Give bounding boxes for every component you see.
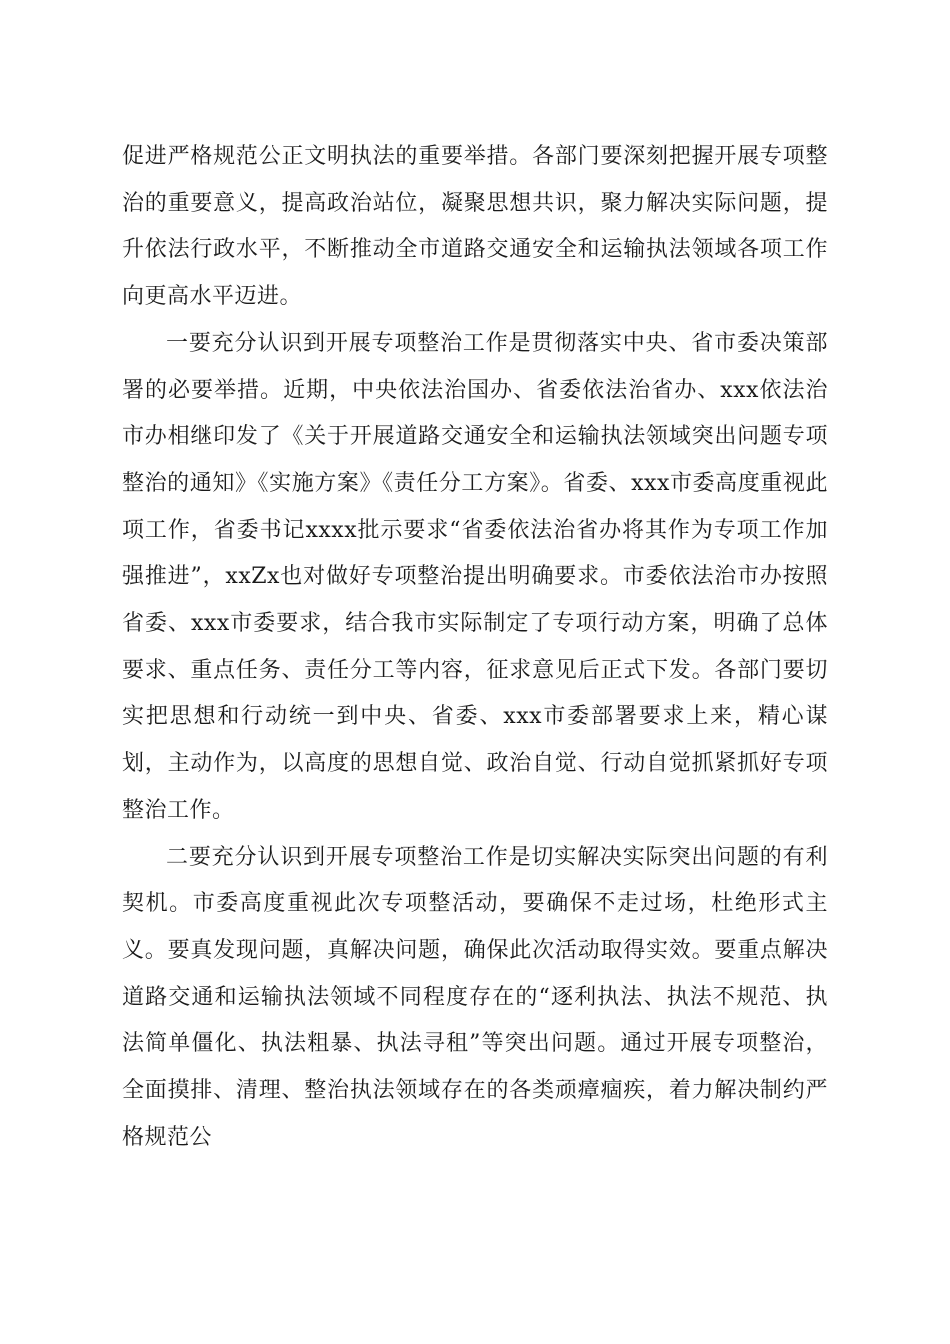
document-body	[122, 134, 828, 1161]
paragraph-point-one: 一要充分认识到开展专项整治工作是贯彻落实中央、省市委决策部署的必要举措。近期，中央依法治国办、省委依法治省办、xxx依法治市办相继印发了《关于开展道路交通安全和运输执法领域突出问题专项整治的通知》《实施方案》《责任分工方案》。省委、xxx市委高度重视此项工作，省委书记xxxx批示要求“省委依法治省办将其作为专项工作加强推进”，xxZx也对做好专项整治提出明确要求。市委依法治市办按照省委、xxx市委要求，结合我市实际制定了专项行动方案，明确了总体要求、重点任务、责任分工等内容，征求意见后正式下发。各部门要切实把思想和行动统一到中央、省委、xxx市委部署要求上来，精心谋划，主动作为，以高度的思想自觉、政治自觉、行动自觉抓紧抓好专项整治工作。	[122, 330, 828, 823]
paragraph-point-two: 二要充分认识到开展专项整治工作是切实解决实际突出问题的有利契机。市委高度重视此次专项整活动，要确保不走过场，杜绝形式主义。要真发现问题，真解决问题，确保此次活动取得实效。要重点解决道路交通和运输执法领域不同程度存在的“逐利执法、执法不规范、执法简单僵化、执法粗暴、执法寻租”等突出问题。通过开展专项整治，全面摸排、清理、整治执法领域存在的各类顽瘴痼疾，着力解决制约严格规范公	[122, 844, 828, 1150]
paragraph-intro: 促进严格规范公正文明执法的重要举措。各部门要深刻把握开展专项整治的重要意义，提高政治站位，凝聚思想共识，聚力解决实际问题，提升依法行政水平，不断推动全市道路交通安全和运输执法领域各项工作向更高水平迈进。	[122, 144, 828, 310]
